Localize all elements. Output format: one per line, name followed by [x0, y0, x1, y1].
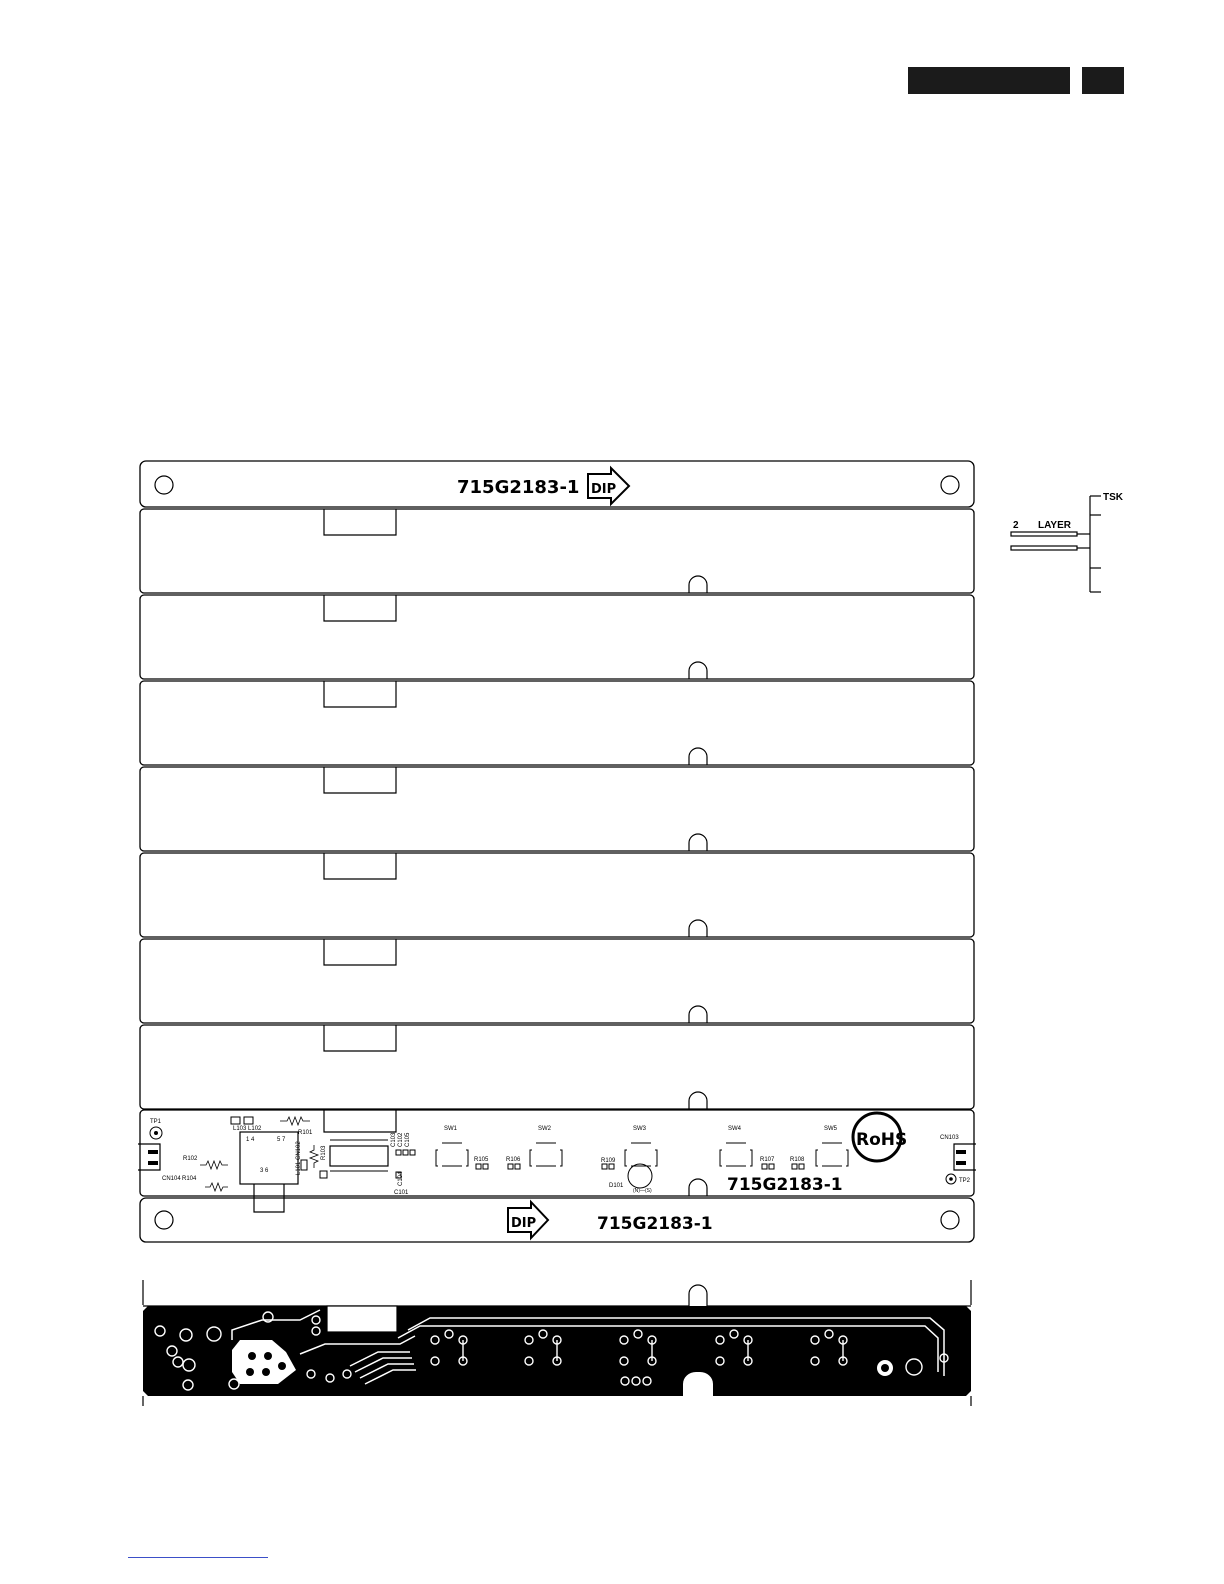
- switch-label: SW3: [633, 1126, 647, 1132]
- mounting-hole: [155, 1211, 173, 1229]
- r103-label: R103: [321, 1145, 327, 1160]
- top-panel-rail: [140, 461, 974, 507]
- panel-strip: [140, 509, 974, 593]
- footer-link-underline: [128, 1557, 268, 1558]
- rohs-logo: [853, 1113, 907, 1161]
- switch-label: SW1: [444, 1126, 458, 1132]
- l103-l102-label: L103 L102: [233, 1126, 262, 1132]
- layer-label: LAYER: [1038, 520, 1071, 531]
- r108-label: R108: [790, 1157, 805, 1163]
- mounting-hole: [941, 1211, 959, 1229]
- dip-arrow-icon: [508, 1202, 548, 1238]
- resistor-r108: [790, 1157, 805, 1169]
- switch-2: [530, 1126, 562, 1166]
- svg-text:5 7: 5 7: [277, 1137, 286, 1143]
- panel-strip: [140, 853, 974, 937]
- switch-label: SW2: [538, 1126, 552, 1132]
- cn104-label: CN104: [162, 1176, 181, 1182]
- dip-label: DIP: [591, 482, 617, 497]
- c102-label: C102: [398, 1132, 404, 1147]
- dip-arrow-icon: [588, 468, 629, 504]
- cn103-label: CN103: [940, 1135, 959, 1141]
- svg-text:(N)—(S): (N)—(S): [633, 1188, 652, 1194]
- tp1-label: TP1: [150, 1119, 162, 1125]
- resistor-r106: [506, 1157, 521, 1169]
- svg-text:3 6: 3 6: [260, 1168, 269, 1174]
- top-part-number: 715G2183-1: [457, 477, 580, 498]
- tsk-label: TSK: [1103, 492, 1123, 503]
- svg-text:1 4: 1 4: [246, 1137, 255, 1143]
- switch-3: [625, 1126, 657, 1166]
- c103-label: C103: [391, 1132, 397, 1147]
- panel-strip: [140, 939, 974, 1023]
- layer-stack-legend: [1011, 492, 1124, 592]
- bottom-part-number: 715G2183-1: [597, 1214, 713, 1234]
- copper-side-view: [143, 1280, 971, 1406]
- c104-label: C104: [398, 1171, 404, 1186]
- component-part-number: 715G2183-1: [727, 1175, 843, 1195]
- panel-strips: [140, 509, 974, 1109]
- r104-label: R104: [182, 1176, 197, 1182]
- c105-label: C105: [405, 1132, 411, 1147]
- switch-group: [436, 1126, 848, 1169]
- c101-label: C101: [394, 1190, 409, 1196]
- r109-label: R109: [601, 1158, 616, 1164]
- r107-label: R107: [760, 1157, 775, 1163]
- panel-strip: [140, 767, 974, 851]
- switch-5: [816, 1126, 848, 1166]
- layer-count: 2: [1013, 520, 1019, 531]
- rohs-label: RoHS: [856, 1130, 908, 1150]
- tp2-label: TP2: [959, 1178, 971, 1184]
- panel-strip: [140, 595, 974, 679]
- resistor-r105: [474, 1157, 489, 1169]
- mounting-hole: [941, 476, 959, 494]
- switch-1: [436, 1126, 468, 1166]
- l101-cn102-label: L101 CN102: [296, 1141, 302, 1175]
- d101-label: D101: [609, 1183, 624, 1189]
- switch-4: [720, 1126, 752, 1166]
- r106-label: R106: [506, 1157, 521, 1163]
- r101-label: R101: [298, 1130, 313, 1136]
- panel-strip: [140, 1025, 974, 1109]
- component-strip: [138, 1110, 976, 1212]
- r102-label: R102: [183, 1156, 198, 1162]
- mounting-hole: [155, 476, 173, 494]
- switch-label: SW5: [824, 1126, 838, 1132]
- switch-label: SW4: [728, 1126, 742, 1132]
- dip-label-bottom: DIP: [511, 1216, 537, 1231]
- panel-strip: [140, 681, 974, 765]
- resistor-r107: [760, 1157, 775, 1169]
- r105-label: R105: [474, 1157, 489, 1163]
- bottom-panel-rail: [140, 1198, 974, 1242]
